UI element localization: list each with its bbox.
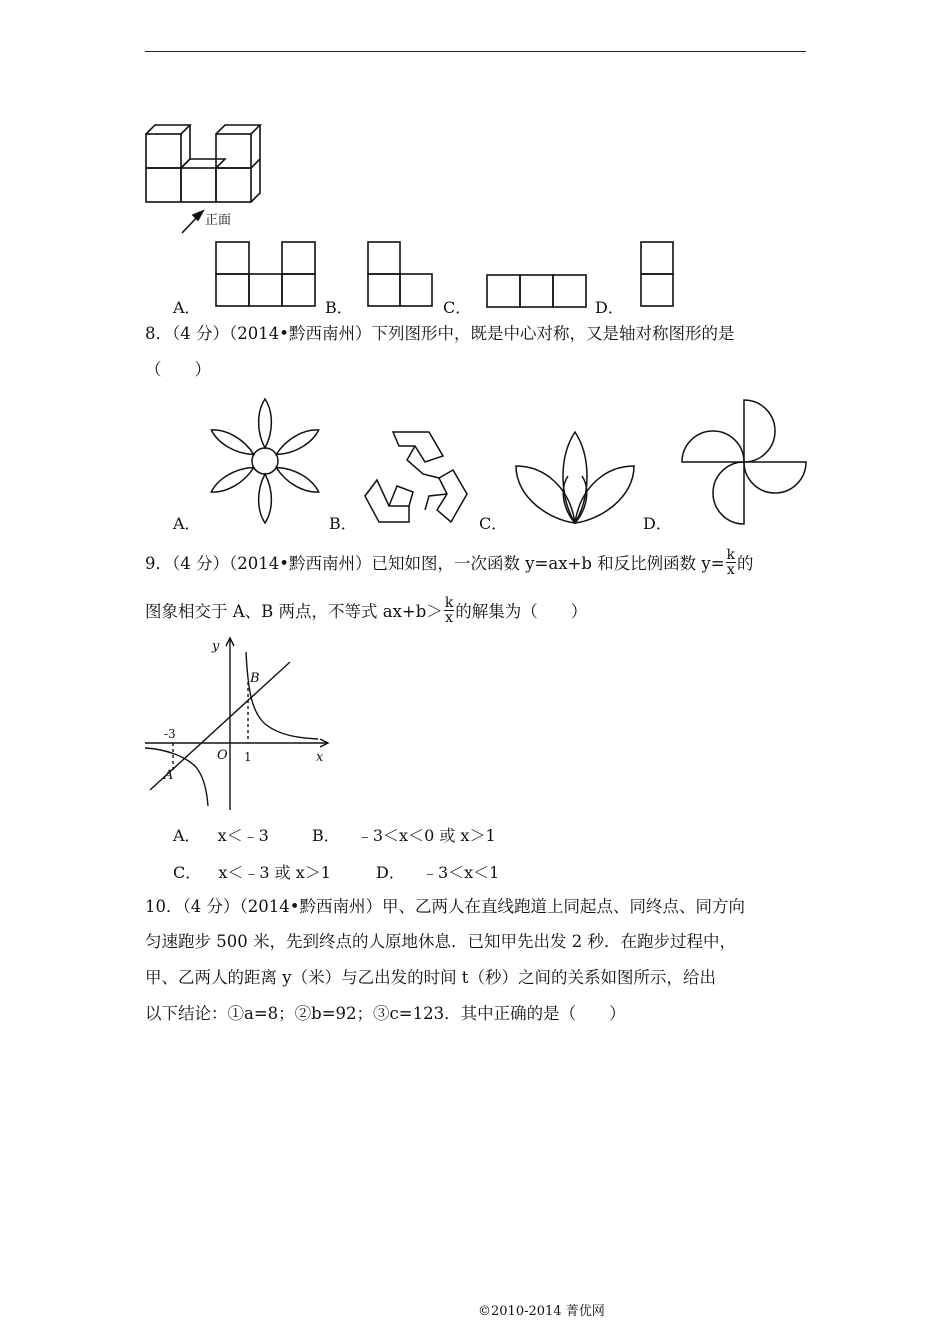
q8-option-b-label[interactable]: B．: [329, 514, 357, 533]
y-axis-label: y: [212, 639, 220, 654]
q7-option-a-figure: [215, 241, 317, 308]
option-text: ﹣3＜x＜1: [421, 863, 500, 882]
q9-fraction-1: [726, 548, 736, 577]
q8-option-b-recycle: [363, 430, 473, 525]
q9-line2-suffix: 的解集为（ ）: [455, 602, 588, 621]
tick-neg3-label: -3: [164, 727, 176, 741]
x-axis-label: x: [316, 750, 324, 765]
q7-option-c-label[interactable]: C．: [443, 298, 472, 317]
option-text: x＜﹣3: [217, 826, 269, 845]
q8-option-a-flower: [205, 395, 325, 525]
q9-line1-suffix: 的: [737, 554, 754, 573]
q9-option-a[interactable]: [173, 823, 269, 846]
q9-line2-prefix: 图象相交于 A、B 两点，不等式 ax+b＞: [145, 602, 443, 621]
q7-option-b-label[interactable]: B．: [325, 298, 353, 317]
page-footer: ©2010-2014 菁优网: [478, 1304, 605, 1319]
q8-option-c-label[interactable]: C．: [479, 514, 508, 533]
q9-fraction-2: [444, 596, 454, 625]
q9-line1-prefix: 9．（4 分）（2014•黔西南州）已知如图，一次函数 y=ax+b 和反比例函数 y=: [145, 554, 725, 573]
q9-option-d[interactable]: [376, 860, 499, 883]
q10-stem-line4: 以下结论：①a=8；②b=92；③c=123．其中正确的是（ ）: [145, 1004, 626, 1023]
q7-option-d-label[interactable]: D．: [595, 298, 624, 317]
q10-stem-line1: 10．（4 分）（2014•黔西南州）甲、乙两人在直线跑道上同起点、同终点、同方向: [145, 897, 745, 916]
q9-option-b[interactable]: [312, 823, 496, 846]
q8-option-a-label[interactable]: A．: [173, 514, 201, 533]
point-a-label: A: [164, 768, 174, 783]
q8-stem-line1: 8．（4 分）（2014•黔西南州）下列图形中，既是中心对称，又是轴对称图形的是: [145, 324, 735, 343]
q7-option-d-figure: [640, 241, 675, 308]
frac-denominator: x: [726, 562, 735, 578]
option-label: A．: [173, 826, 201, 845]
q7-option-c-figure: [486, 274, 588, 309]
point-b-label: B: [250, 671, 260, 686]
frac-denominator: x: [445, 610, 453, 626]
option-label: C．: [173, 863, 202, 882]
option-text: x＜﹣3 或 x＞1: [218, 863, 331, 882]
q9-stem-line2: [145, 595, 588, 627]
q10-stem-line2: 匀速跑步 500 米，先到终点的人原地休息．已知甲先出发 2 秒．在跑步过程中，: [145, 932, 736, 951]
header-rule: [145, 51, 806, 52]
frac-numerator: k: [444, 595, 454, 611]
q8-stem-line2: （ ）: [145, 360, 211, 379]
q7-option-b-figure: [367, 241, 434, 308]
q7-option-a-label[interactable]: A．: [173, 298, 201, 317]
q10-stem-line3: 甲、乙两人的距离 y（米）与乙出发的时间 t（秒）之间的关系如图所示，给出: [145, 968, 716, 987]
option-label: B．: [312, 826, 340, 845]
q8-option-c-lotus: [510, 428, 640, 528]
front-label: 正面: [205, 213, 232, 228]
option-text: ﹣3＜x＜0 或 x＞1: [356, 826, 496, 845]
q9-stem-line1: [145, 547, 754, 579]
q8-option-d-label[interactable]: D．: [643, 514, 672, 533]
q9-function-graph: [140, 632, 340, 812]
frac-numerator: k: [726, 547, 736, 563]
q8-option-d-pinwheel: [680, 398, 808, 526]
q9-option-c[interactable]: [173, 860, 331, 883]
tick-1-label: 1: [244, 750, 252, 764]
option-label: D．: [376, 863, 405, 882]
origin-label: O: [217, 748, 228, 763]
